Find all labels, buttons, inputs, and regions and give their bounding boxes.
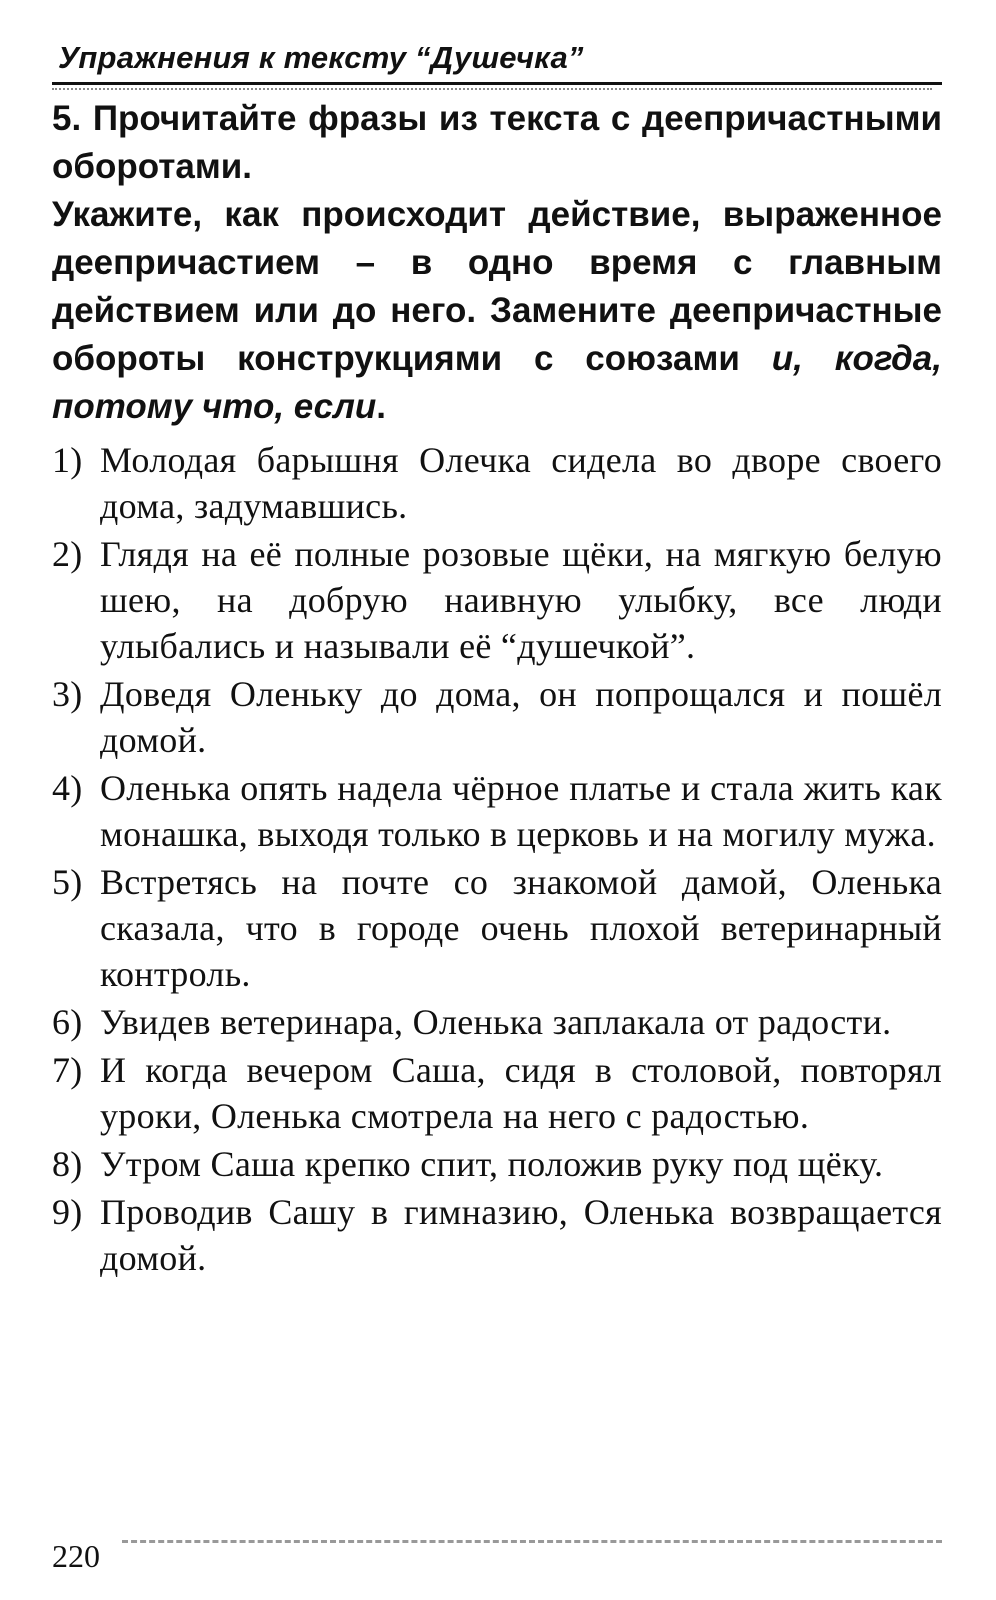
list-item (52, 1141, 942, 1187)
item-number: 8) (52, 1144, 83, 1184)
footer-rule (122, 1540, 942, 1543)
item-text: Увидев ветеринара, Оленька заплакала от радости. (100, 1002, 892, 1042)
list-item (52, 765, 942, 857)
page (52, 40, 942, 1283)
list-item (52, 671, 942, 763)
task-title: 5. Прочитайте фразы из текста с деепричастными оборотами. (52, 99, 942, 186)
item-number: 3) (52, 674, 83, 714)
item-text: Утром Саша крепко спит, положив руку под щёку. (100, 1144, 884, 1184)
item-text: Доведя Оленьку до дома, он попрощался и пошёл домой. (100, 674, 942, 760)
task-conjunctions: и, когда, потому что, если (52, 339, 942, 426)
item-number: 7) (52, 1050, 83, 1090)
list-item (52, 859, 942, 997)
item-number: 2) (52, 534, 83, 574)
item-text: Глядя на её полные розовые щёки, на мягкую белую шею, на добрую наивную улыбку, все люди улыбались и называли её “душечкой”. (100, 534, 942, 666)
item-number: 6) (52, 1002, 83, 1042)
list-item (52, 1047, 942, 1139)
item-number: 1) (52, 440, 83, 480)
item-number: 9) (52, 1192, 83, 1232)
item-text: Проводив Сашу в гимназию, Оленька возвращается домой. (100, 1192, 942, 1278)
item-number: 5) (52, 862, 83, 902)
header-rule-dotted (52, 88, 932, 91)
item-text: Молодая барышня Олечка сидела во дворе своего дома, задумавшись. (100, 440, 942, 526)
running-head: Упражнения к тексту “Душечка” (58, 40, 584, 75)
item-text: Оленька опять надела чёрное платье и стала жить как монашка, выходя только в церковь и на могилу мужа. (100, 768, 942, 854)
list-item (52, 999, 942, 1045)
page-number: 220 (52, 1538, 100, 1574)
task-body-end: . (376, 387, 387, 426)
header-rule (52, 82, 942, 85)
sentence-list (52, 437, 942, 1281)
list-item (52, 531, 942, 669)
list-item (52, 1189, 942, 1281)
item-number: 4) (52, 768, 83, 808)
task-body (52, 191, 942, 431)
list-item (52, 437, 942, 529)
page-footer (52, 1530, 942, 1574)
task-body-text: Укажите, как происходит действие, выраженное деепричастием – в одно время с главным действием или до него. Замените деепричастные обороты конструкциями с союзами (52, 195, 942, 378)
task-instructions (52, 95, 942, 431)
item-text: И когда вечером Саша, сидя в столовой, повторял уроки, Оленька смотрела на него с радостью. (100, 1050, 942, 1136)
item-text: Встретясь на почте со знакомой дамой, Оленька сказала, что в городе очень плохой ветеринарный контроль. (100, 862, 942, 994)
